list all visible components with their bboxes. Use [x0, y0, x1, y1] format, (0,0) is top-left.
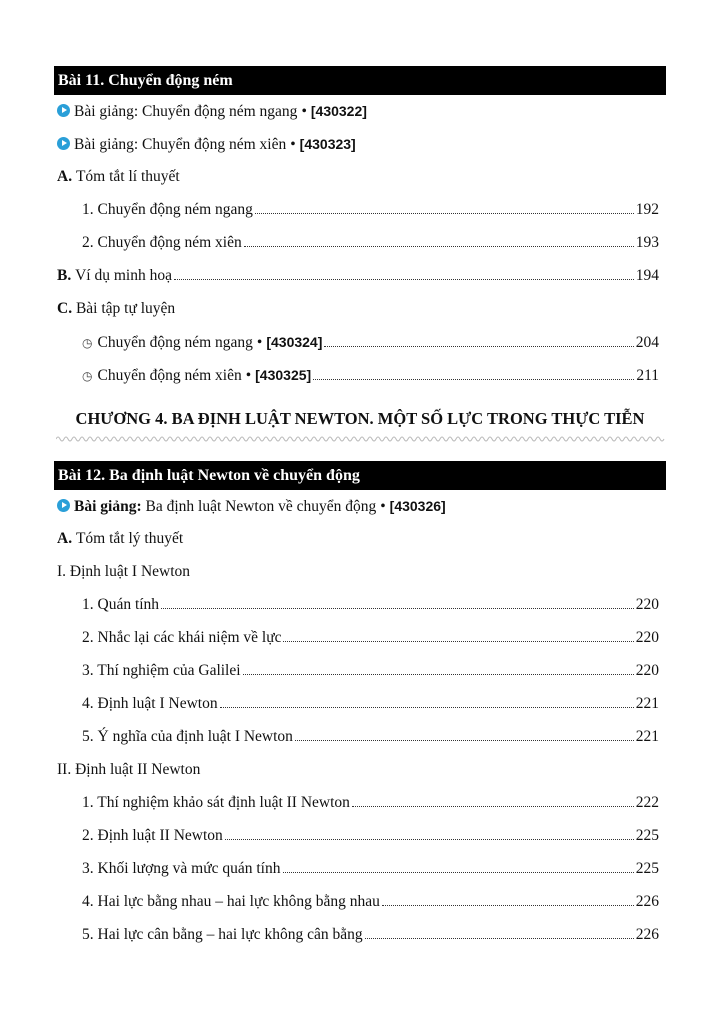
lecture-code: [430326]	[389, 498, 446, 514]
page-number: 220	[635, 629, 659, 646]
toc-entry[interactable]	[82, 659, 659, 683]
page-number: 225	[635, 827, 659, 844]
separator-dot: •	[290, 136, 296, 153]
page-number: 222	[635, 794, 659, 811]
separator-dot: •	[301, 103, 307, 120]
separator-dot: •	[245, 367, 252, 384]
part-a-heading	[57, 527, 659, 551]
toc-entry-text: 2. Nhắc lại các khái niệm về lực	[82, 629, 282, 646]
page-number: 204	[635, 334, 659, 351]
part-text: Tóm tắt lí thuyết	[75, 168, 180, 185]
dot-leader	[161, 608, 634, 609]
lecture-code: [430322]	[310, 103, 367, 119]
page-number: 226	[635, 926, 659, 943]
dot-leader	[283, 872, 634, 873]
toc-entry[interactable]	[82, 791, 659, 815]
exercise-code: [430325]	[255, 367, 312, 383]
dot-leader	[220, 707, 634, 708]
dot-leader	[283, 641, 633, 642]
part-a-heading	[57, 165, 659, 189]
toc-entry-text: 1. Quán tính	[82, 596, 160, 613]
toc-entry-text: 4. Hai lực bằng nhau – hai lực không bằng nhau	[82, 893, 380, 910]
toc-entry[interactable]	[82, 231, 659, 255]
toc-entry-text: Chuyển động ném ngang	[97, 334, 253, 351]
part-letter: A.	[57, 530, 73, 547]
page-number: 221	[635, 728, 659, 745]
play-circle-icon	[57, 137, 70, 150]
toc-entry-text: 2. Chuyển động ném xiên	[82, 234, 242, 251]
toc-entry[interactable]	[82, 626, 659, 650]
dot-leader	[382, 905, 634, 906]
toc-entry[interactable]	[82, 593, 659, 617]
part-letter: A.	[57, 168, 73, 185]
exercise-code: [430324]	[266, 334, 323, 350]
toc-entry-text: 2. Định luật II Newton	[82, 827, 223, 844]
separator-dot: •	[256, 334, 263, 351]
toc-entry[interactable]	[82, 824, 659, 848]
toc-entry-text: 1. Thí nghiệm khảo sát định luật II Newton	[82, 794, 350, 811]
part-b-entry[interactable]	[57, 264, 659, 288]
page-number: 225	[635, 860, 659, 877]
lecture-code: [430323]	[299, 136, 356, 152]
dot-leader	[352, 806, 634, 807]
toc-entry[interactable]	[82, 890, 659, 914]
section-12-header: Bài 12. Ba định luật Newton về chuyển động	[54, 461, 666, 490]
lecture-newton-laws[interactable]	[57, 494, 659, 518]
toc-entry[interactable]	[82, 725, 659, 749]
dot-leader	[313, 379, 634, 380]
part-letter: C.	[57, 300, 73, 317]
toc-entry-text: 4. Định luật I Newton	[82, 695, 218, 712]
page-number: 192	[635, 201, 659, 218]
page-number: 220	[635, 662, 659, 679]
clock-icon: ◷	[82, 369, 93, 383]
chapter-title: CHƯƠNG 4. BA ĐỊNH LUẬT NEWTON. MỘT SỐ LỰC TRONG THỰC TIỄN	[75, 409, 645, 428]
dot-leader	[255, 213, 634, 214]
page-number: 220	[635, 596, 659, 613]
play-circle-icon	[57, 104, 70, 117]
toc-entry[interactable]	[82, 923, 659, 947]
dot-leader	[225, 839, 634, 840]
dot-leader	[174, 279, 634, 280]
toc-entry-text: 1. Chuyển động ném ngang	[82, 201, 253, 218]
separator-dot: •	[380, 498, 386, 515]
toc-entry-text: Ví dụ minh hoạ	[75, 267, 172, 284]
wavy-divider	[56, 435, 666, 443]
part-letter: B.	[57, 267, 72, 284]
toc-entry-text: 3. Thí nghiệm của Galilei	[82, 662, 241, 679]
toc-entry[interactable]	[82, 198, 659, 222]
dot-leader	[324, 346, 633, 347]
exercise-entry[interactable]	[82, 330, 659, 354]
clock-icon: ◷	[82, 336, 93, 350]
law-2-heading: II. Định luật II Newton	[57, 761, 201, 778]
page-number: 226	[635, 893, 659, 910]
lecture-throw-horizontal[interactable]	[57, 99, 659, 123]
lecture-label: Bài giảng: Chuyển động ném xiên	[74, 136, 287, 153]
dot-leader	[365, 938, 634, 939]
part-text: Tóm tắt lý thuyết	[75, 530, 184, 547]
dot-leader	[244, 246, 634, 247]
part-text: Bài tập tự luyện	[75, 300, 176, 317]
page-number: 194	[635, 267, 659, 284]
toc-entry[interactable]	[82, 857, 659, 881]
part-c-heading	[57, 297, 659, 321]
dot-leader	[243, 674, 634, 675]
toc-entry-text: Chuyển động ném xiên	[97, 367, 242, 384]
dot-leader	[295, 740, 634, 741]
section-11-header: Bài 11. Chuyển động ném	[54, 66, 666, 95]
lecture-label: Bài giảng: Chuyển động ném ngang	[74, 103, 298, 120]
lecture-throw-oblique[interactable]	[57, 132, 659, 156]
toc-entry[interactable]	[82, 692, 659, 716]
exercise-entry[interactable]	[82, 363, 659, 387]
toc-entry-text: 5. Hai lực cân bằng – hai lực không cân bằng	[82, 926, 363, 943]
page-number: 193	[635, 234, 659, 251]
page-number: 211	[636, 367, 659, 384]
toc-entry-text: 5. Ý nghĩa của định luật I Newton	[82, 728, 293, 745]
play-circle-icon	[57, 499, 70, 512]
law-1-heading: I. Định luật I Newton	[57, 563, 191, 580]
page-number: 221	[635, 695, 659, 712]
lecture-bold-label: Bài giảng:	[74, 498, 142, 515]
lecture-label: Ba định luật Newton về chuyển động	[145, 498, 377, 515]
toc-entry-text: 3. Khối lượng và mức quán tính	[82, 860, 281, 877]
